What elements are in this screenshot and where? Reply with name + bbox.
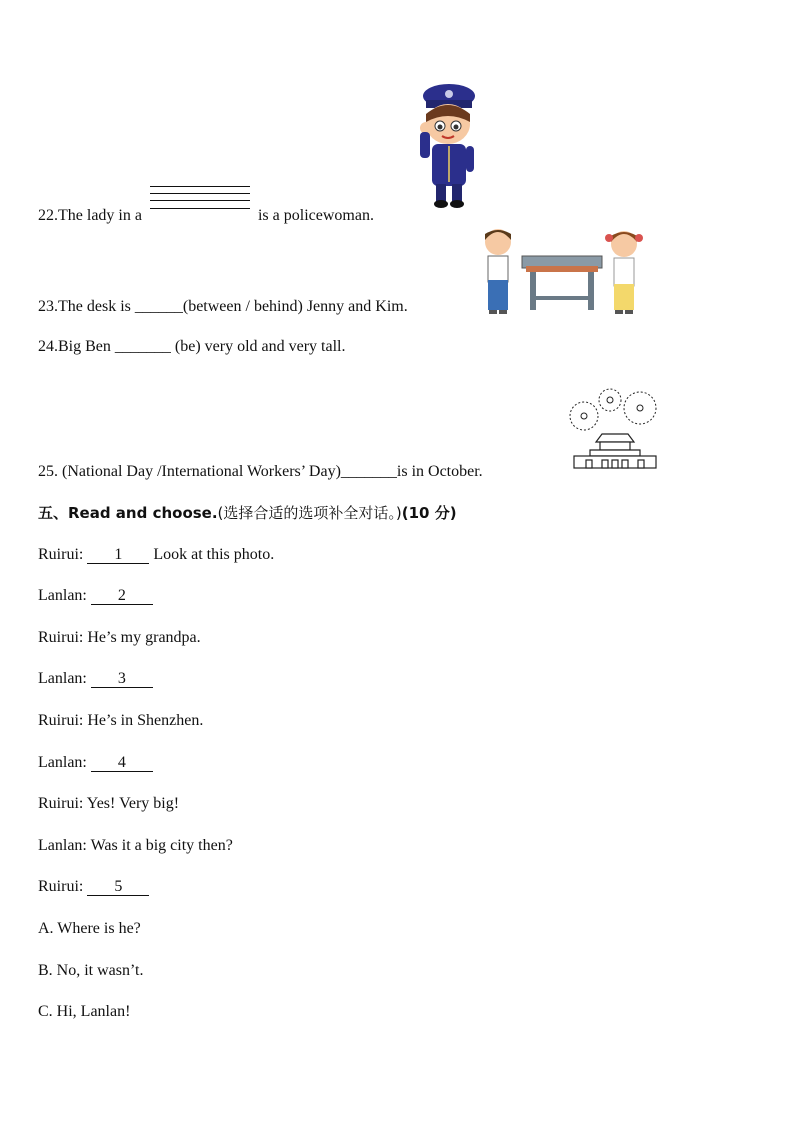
section-5-label: 五、Read and choose.: [38, 504, 218, 522]
section-5-instruction: (选择合适的选项补全对话。): [217, 504, 402, 522]
speaker-name: Lanlan:: [38, 670, 87, 687]
fireworks-tiananmen-illustration: [566, 384, 664, 472]
speaker-name: Ruirui:: [38, 629, 84, 646]
question-22: [38, 194, 374, 226]
option-item: A. Where is he?: [38, 920, 141, 937]
policewoman-illustration: [412, 82, 486, 210]
question-24: 24.Big Ben _______ (be) very old and very tall.: [38, 338, 346, 355]
dialogue-line: [38, 628, 201, 648]
boy-desk-girl-illustration: [478, 226, 650, 316]
option-item: B. No, it wasn’t.: [38, 962, 144, 979]
dialogue-text: He’s my grandpa.: [87, 629, 201, 646]
dialogue-line: [38, 545, 274, 565]
speaker-name: Ruirui:: [38, 795, 84, 812]
answer-blank-22[interactable]: [150, 194, 250, 224]
section-5-heading: [38, 503, 457, 524]
question-25: 25. (National Day /International Workers’ Day)_______is in October.: [38, 463, 483, 480]
section-5-score: (10 分): [401, 504, 457, 522]
speaker-name: Ruirui:: [38, 712, 84, 729]
option-item: C. Hi, Lanlan!: [38, 1003, 131, 1020]
answer-blank-2[interactable]: 2: [91, 588, 153, 605]
question-22-before: 22.The lady in a: [38, 207, 142, 224]
question-23: 23.The desk is ______(between / behind) Jenny and Kim.: [38, 298, 408, 315]
dialogue-line: [38, 753, 153, 773]
speaker-name: Lanlan:: [38, 587, 87, 604]
answer-blank-5[interactable]: 5: [87, 879, 149, 896]
dialogue-text: Was it a big city then?: [90, 837, 233, 854]
dialogue-line: [38, 877, 149, 897]
question-22-after: is a policewoman.: [257, 207, 374, 224]
dialogue-text: Yes! Very big!: [86, 795, 180, 812]
answer-blank-1[interactable]: 1: [87, 547, 149, 564]
dialogue-line: [38, 586, 153, 606]
dialogue-text: He’s in Shenzhen.: [87, 712, 204, 729]
answer-blank-3[interactable]: 3: [91, 671, 153, 688]
dialogue-line: [38, 794, 179, 814]
speaker-name: Ruirui:: [38, 878, 84, 895]
dialogue-line: [38, 711, 203, 731]
speaker-name: Ruirui:: [38, 546, 84, 563]
answer-blank-4[interactable]: 4: [91, 755, 153, 772]
dialogue-line: [38, 669, 153, 689]
speaker-name: Lanlan:: [38, 837, 87, 854]
dialogue-line: [38, 836, 233, 856]
dialogue-text: Look at this photo.: [149, 546, 275, 563]
speaker-name: Lanlan:: [38, 754, 87, 771]
